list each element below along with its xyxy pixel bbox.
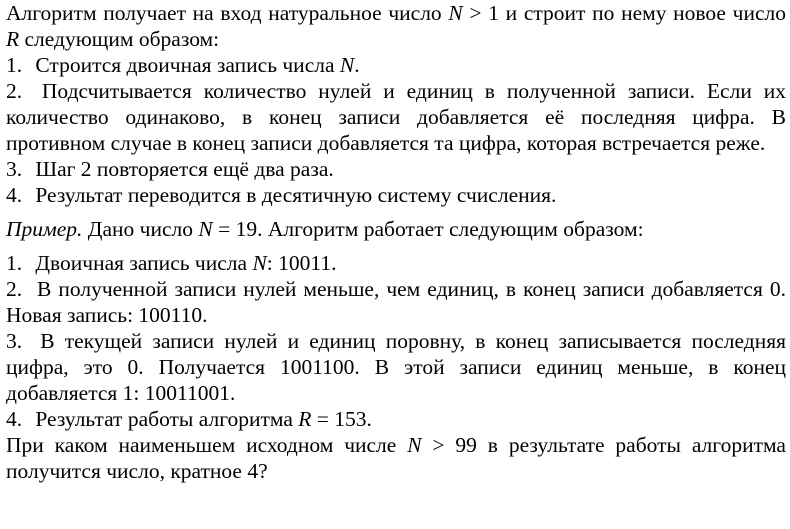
question-text-2: > 99 в результате работы алгоритма получится число, кратное 4? — [6, 433, 786, 483]
step-text: Шаг 2 повторяется ещё два раза. — [35, 157, 334, 181]
step-number: 1. — [6, 53, 23, 77]
step-var-r: R — [298, 407, 312, 431]
step-text: В полученной записи нулей меньше, чем единиц, в конец записи добавляется 0. Новая запись: 100110. — [6, 277, 787, 327]
example-step-3 — [6, 328, 786, 406]
step-text: Строится двоичная запись числа — [35, 53, 340, 77]
intro-text-1: Алгоритм получает на вход натуральное число — [6, 1, 449, 25]
example-step-4 — [6, 406, 786, 432]
step-text: Результат работы алгоритма — [35, 407, 299, 431]
step-number: 2. — [6, 277, 23, 301]
step-text-end: . — [354, 53, 360, 77]
example-var-n: N — [198, 217, 213, 241]
intro-text-2: > 1 и строит по нему новое число — [462, 1, 786, 25]
intro-var-r: R — [6, 27, 20, 51]
step-4 — [6, 182, 786, 208]
step-var-n: N — [252, 251, 267, 275]
step-2 — [6, 78, 786, 156]
example-label: Пример. — [6, 217, 83, 241]
question-text-1: При каком наименьшем исходном числе — [6, 433, 408, 457]
intro-paragraph — [6, 0, 786, 52]
example-text-1: Дано число — [82, 217, 199, 241]
step-number: 3. — [6, 157, 23, 181]
step-text-end: : 10011. — [266, 251, 337, 275]
step-number: 4. — [6, 407, 23, 431]
step-text: Результат переводится в десятичную систему счисления. — [35, 183, 557, 207]
step-text: Подсчитывается количество нулей и единиц в полученной записи. Если их количество одинаково, в конец записи добавляется её последняя цифра. В противном случае в конец записи добавляется та цифра, которая встречается реже. — [6, 79, 786, 155]
step-text: Двоичная запись числа — [35, 251, 253, 275]
step-var-n: N — [339, 53, 355, 77]
step-number: 2. — [6, 79, 23, 103]
step-number: 4. — [6, 183, 23, 207]
example-step-2 — [6, 276, 786, 328]
example-heading — [6, 216, 786, 242]
step-3 — [6, 156, 786, 182]
step-text-end: = 153. — [311, 407, 372, 431]
example-text-2: = 19. Алгоритм работает следующим образом: — [212, 217, 644, 241]
question-var-n: N — [407, 433, 422, 457]
intro-text-3: следующим образом: — [19, 27, 220, 51]
intro-var-n: N — [448, 1, 463, 25]
step-number: 3. — [6, 329, 23, 353]
question-paragraph — [6, 432, 786, 484]
example-step-1 — [6, 250, 786, 276]
step-text: В текущей записи нулей и единиц поровну, в конец записывается последняя цифра, это 0. Получается 1001100. В этой записи единиц меньше, в конец добавляется 1: 10011001. — [6, 329, 786, 405]
step-number: 1. — [6, 251, 23, 275]
step-1 — [6, 52, 786, 78]
